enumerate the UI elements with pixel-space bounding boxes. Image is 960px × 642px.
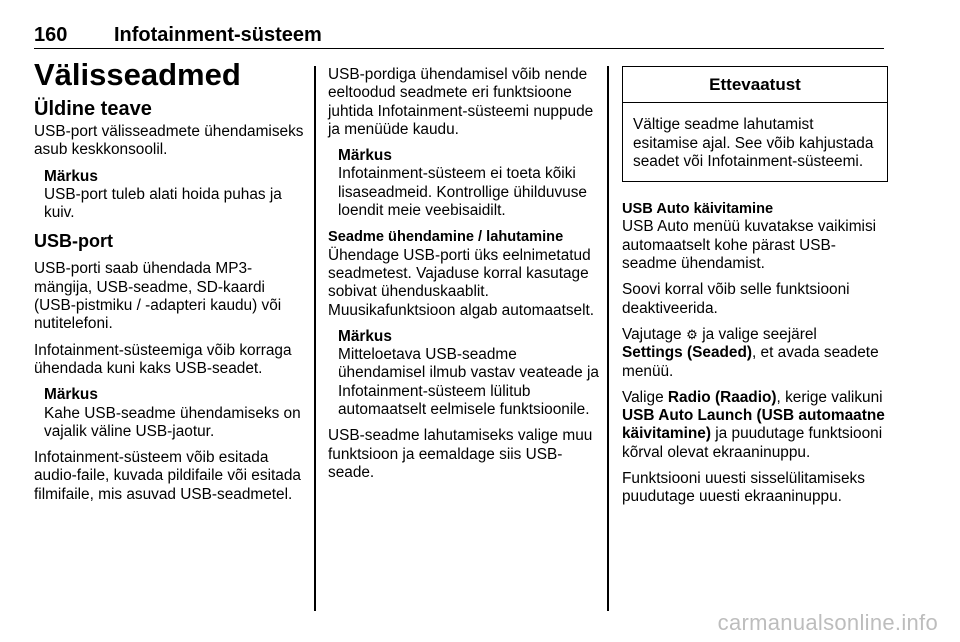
paragraph: Infotainment-süsteemiga võib korraga ühendada kuni kaks USB-seadet.: [34, 341, 292, 377]
note-text: Kahe USB-seadme ühendamiseks on vajalik väline USB-jaotur.: [44, 404, 301, 440]
menu-usb-auto-launch-label: USB Auto Launch (USB automaatne käivitamine): [622, 407, 885, 443]
menu-settings-label: Settings (Seaded): [622, 344, 752, 362]
note-label: Märkus: [44, 167, 98, 185]
text-run: , et avada seadete menüü.: [622, 344, 879, 380]
paragraph: Infotainment-süsteem võib esitada audio-faile, kuvada pildifaile või esitada filmifaile, mis asuvad USB-seadmetel.: [34, 449, 301, 503]
subheading-connect: Seadme ühendamine / lahutamine: [328, 229, 564, 246]
note: [338, 328, 600, 419]
paragraph: Soovi korral võib selle funktsiooni deaktiveerida.: [622, 281, 850, 317]
paragraph: [622, 389, 888, 462]
note-label: Märkus: [338, 147, 392, 165]
subheading-usb-auto: USB Auto käivitamine: [622, 201, 774, 218]
text-run: Vajutage: [622, 325, 682, 343]
note-label: Märkus: [338, 327, 392, 345]
page-header: [34, 14, 884, 49]
paragraph: USB-porti saab ühendada MP3-mängija, USB-seadme, SD-kaardi (USB-pistmiku / -adapteri kaudu) või nutitelefoni.: [34, 260, 282, 333]
column-divider: [314, 66, 316, 611]
warning-title: Ettevaatust: [623, 67, 887, 103]
section-title: Infotainment-süsteem: [114, 24, 322, 46]
paragraph: USB-port välisseadmete ühendamiseks asub keskkonsoolil.: [34, 123, 304, 159]
column-divider: [607, 66, 609, 611]
watermark: carmanualsonline.info: [717, 610, 938, 635]
note-text: Mitteloetava USB-seadme ühendamisel ilmub vastav veateade ja Infotainment-süsteem lülitub automaatselt eelmisele funktsioonile.: [338, 346, 599, 419]
paragraph: USB-pordiga ühendamisel võib nende eeltoodud seadmete eri funktsioone juhtida Infotainment-süsteemi nuppude ja menüüde kaudu.: [328, 66, 594, 138]
text-run: Valige: [622, 388, 664, 406]
gear-icon: ⚙: [686, 326, 698, 342]
note: [338, 147, 600, 220]
column-3: [622, 66, 888, 515]
paragraph: Ühendage USB-porti üks eelnimetatud seadmetest. Vajaduse korral kasutage sobivat ühenduskaablit. Muusikafunktsioon algab automaatselt.: [328, 246, 595, 319]
warning-box: [622, 66, 888, 182]
note-text: Infotainment-süsteem ei toeta kõiki lisaseadmeid. Kontrollige ühilduvuse loendit meie veebisaidilt.: [338, 165, 587, 220]
paragraph: Funktsiooni uuesti sisselülitamiseks puudutage uuesti ekraaninuppu.: [622, 470, 865, 506]
text-run: , kerige valikuni: [776, 388, 883, 406]
paragraph: USB-seadme lahutamiseks valige muu funktsioon ja eemaldage siis USB-seade.: [328, 427, 593, 481]
note-label: Märkus: [44, 386, 98, 404]
column-1: [34, 58, 306, 512]
paragraph: [622, 326, 888, 381]
text-run: ja valige seejärel: [702, 325, 817, 343]
column-2: [328, 66, 600, 490]
text-run: ja puudutage funktsiooni kõrval olevat ekraaninuppu.: [622, 425, 883, 461]
note: [44, 168, 306, 223]
menu-radio-label: Radio (Raadio): [667, 388, 777, 406]
heading-usb-port: USB-port: [34, 231, 113, 252]
chapter-title: Välisseadmed: [34, 57, 241, 92]
note: [44, 386, 306, 441]
page-number: 160: [34, 24, 68, 46]
warning-text: Vältige seadme lahutamist esitamise ajal. See võib kahjustada seadet või Infotainment-süsteemi.: [633, 116, 874, 170]
note-text: USB-port tuleb alati hoida puhas ja kuiv.: [44, 185, 282, 222]
paragraph: USB Auto menüü kuvatakse vaikimisi automaatselt kohe pärast USB-seadme ühendamist.: [622, 218, 877, 273]
heading-general: Üldine teave: [34, 98, 152, 120]
